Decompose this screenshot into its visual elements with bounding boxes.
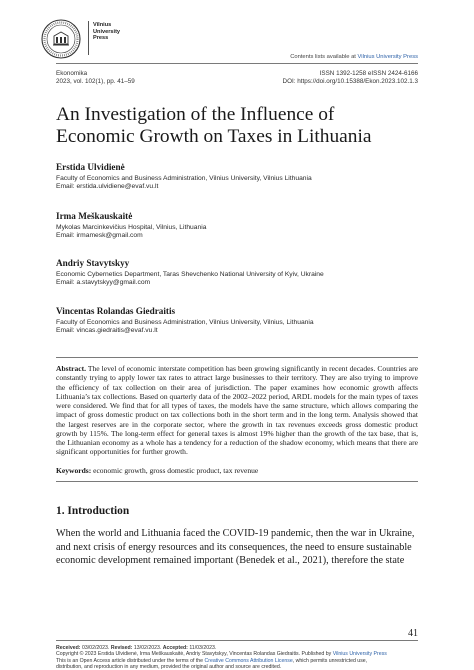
author-affiliation	[56, 319, 314, 336]
journal-name: Ekonomika	[56, 70, 88, 77]
author-affiliation	[56, 271, 324, 288]
logo-line: University	[93, 28, 121, 35]
publisher-logo-text	[93, 22, 120, 42]
license-suffix: , which permits unrestricted use,	[292, 657, 368, 664]
author-email[interactable]: Email: erstida.ulvidiene@evaf.vu.lt	[56, 183, 159, 191]
article-title	[56, 104, 426, 147]
revised-date: 13/02/2023.	[133, 645, 162, 651]
body-line: economic development remained important (Benedek et al., 2021), therefore the state	[56, 555, 405, 567]
university-seal-icon	[41, 19, 81, 59]
affiliation-line: Faculty of Economics and Business Administration, Vilnius University, Vilnius, Lithuania	[56, 319, 314, 326]
section-heading: 1. Introduction	[56, 505, 130, 517]
footer-rule	[56, 640, 418, 641]
publisher-link[interactable]: Vilnius University Press	[332, 651, 387, 658]
author-block	[56, 211, 206, 241]
license-prefix: This is an Open Access article distributed under the terms of the	[56, 657, 205, 664]
author-affiliation	[56, 175, 312, 192]
journal-info	[56, 70, 135, 86]
abstract-bottom-rule	[56, 481, 418, 482]
accepted-label: Accepted:	[162, 645, 188, 651]
publisher-link[interactable]: Vilnius University Press	[357, 54, 418, 60]
author-email[interactable]: Email: a.stavytskyy@gmail.com	[56, 279, 151, 287]
contents-availability	[290, 54, 418, 60]
abstract-label: Abstract.	[56, 364, 86, 373]
copyright-text: Copyright © 2023 Erstida Ulvidienė, Irma Meškauskaitė, Andriy Stavytskyy, Vincentas Rolandas Giedraitis. Published by	[56, 651, 333, 658]
contents-prefix: Contents lists available at	[290, 54, 358, 60]
revised-label: Revised:	[110, 645, 133, 651]
license-link[interactable]: Creative Commons Attribution License	[204, 657, 293, 664]
author-block	[56, 306, 314, 336]
logo-divider	[88, 21, 89, 55]
abstract-text: The level of economic interstate competition has been growing significantly in recent decades. Countries are constantly trying to apply lower tax rates to attract large businesses to their territory. They are also trying to improve the efficiency of tax collection on their area of jurisdiction. The paper examines how economic growth affects Lithuania’s tax collections. Based on quarterly data of the 2002–2022 period, ARDL models for the main types of taxes were considered. We find that for all types of taxes, the models have the same structure, which allows comparing the impact of gross domestic product on tax collections both in the short term and in the long term. Analysis showed that the largest reserves are in the corporate sector, where the growth in tax revenues exceeds gross domestic product growth by 115%. The long-term effect for general taxes is almost 19% higher than the growth of the tax base, that is, the Lithuanian economy as a whole has a tendency for a reduction of the shadow economy, which means that there are significant opportunities for further growth.	[56, 364, 418, 457]
page-number: 41	[408, 628, 418, 639]
affiliation-line: Economic Cybernetics Department, Taras Shevchenko National University of Kyiv, Ukraine	[56, 271, 324, 278]
license-line	[56, 658, 418, 664]
author-block	[56, 258, 324, 288]
author-name: Irma Meškauskaitė	[56, 211, 133, 221]
author-block	[56, 162, 312, 192]
footer-notes	[56, 645, 418, 670]
logo-line: Vilnius	[93, 22, 112, 28]
author-name: Andriy Stavytskyy	[56, 258, 130, 268]
title-line: An Investigation of the Influence of	[56, 104, 335, 125]
author-email[interactable]: Email: irmamesk@gmail.com	[56, 232, 143, 240]
journal-identifiers	[283, 70, 418, 86]
keywords-label: Keywords:	[56, 466, 92, 475]
affiliation-line: Faculty of Economics and Business Administration, Vilnius University, Vilnius Lithuania	[56, 175, 312, 182]
title-line: Economic Growth on Taxes in Lithuania	[56, 125, 372, 147]
keywords	[56, 466, 418, 475]
accepted-date: 11/03/2023.	[189, 645, 217, 651]
received-label: Received:	[56, 645, 81, 651]
abstract-top-rule	[56, 357, 418, 358]
received-date: 03/02/2023.	[81, 645, 110, 651]
journal-volume: 2023, vol. 102(1), pp. 41–59	[56, 78, 135, 85]
header-rule	[56, 63, 418, 64]
journal-doi[interactable]: DOI: https://doi.org/10.15388/Ekon.2023.102.1.3	[282, 78, 418, 85]
abstract	[56, 364, 418, 457]
author-name: Vincentas Rolandas Giedraitis	[56, 306, 176, 316]
author-affiliation	[56, 224, 206, 241]
author-name: Erstida Ulvidienė	[56, 162, 125, 172]
keywords-text: economic growth, gross domestic product, tax revenue	[93, 466, 259, 475]
author-email[interactable]: Email: vincas.giedraitis@evaf.vu.lt	[56, 327, 158, 335]
body-line: When the world and Lithuania faced the COVID-19 pandemic, then the war in Ukraine,	[56, 528, 415, 539]
license-line-2: distribution, and reproduction in any medium, provided the original author and source are credited.	[56, 663, 282, 670]
affiliation-line: Mykolas Marcinkevičius Hospital, Vilnius, Lithuania	[56, 224, 207, 231]
body-line: and next crisis of energy resources and its consequences, the need to ensure sustainable	[56, 541, 412, 553]
body-paragraph	[56, 527, 418, 568]
logo-line: Press	[93, 35, 109, 42]
journal-issn: ISSN 1392-1258 eISSN 2424-6166	[319, 70, 418, 77]
